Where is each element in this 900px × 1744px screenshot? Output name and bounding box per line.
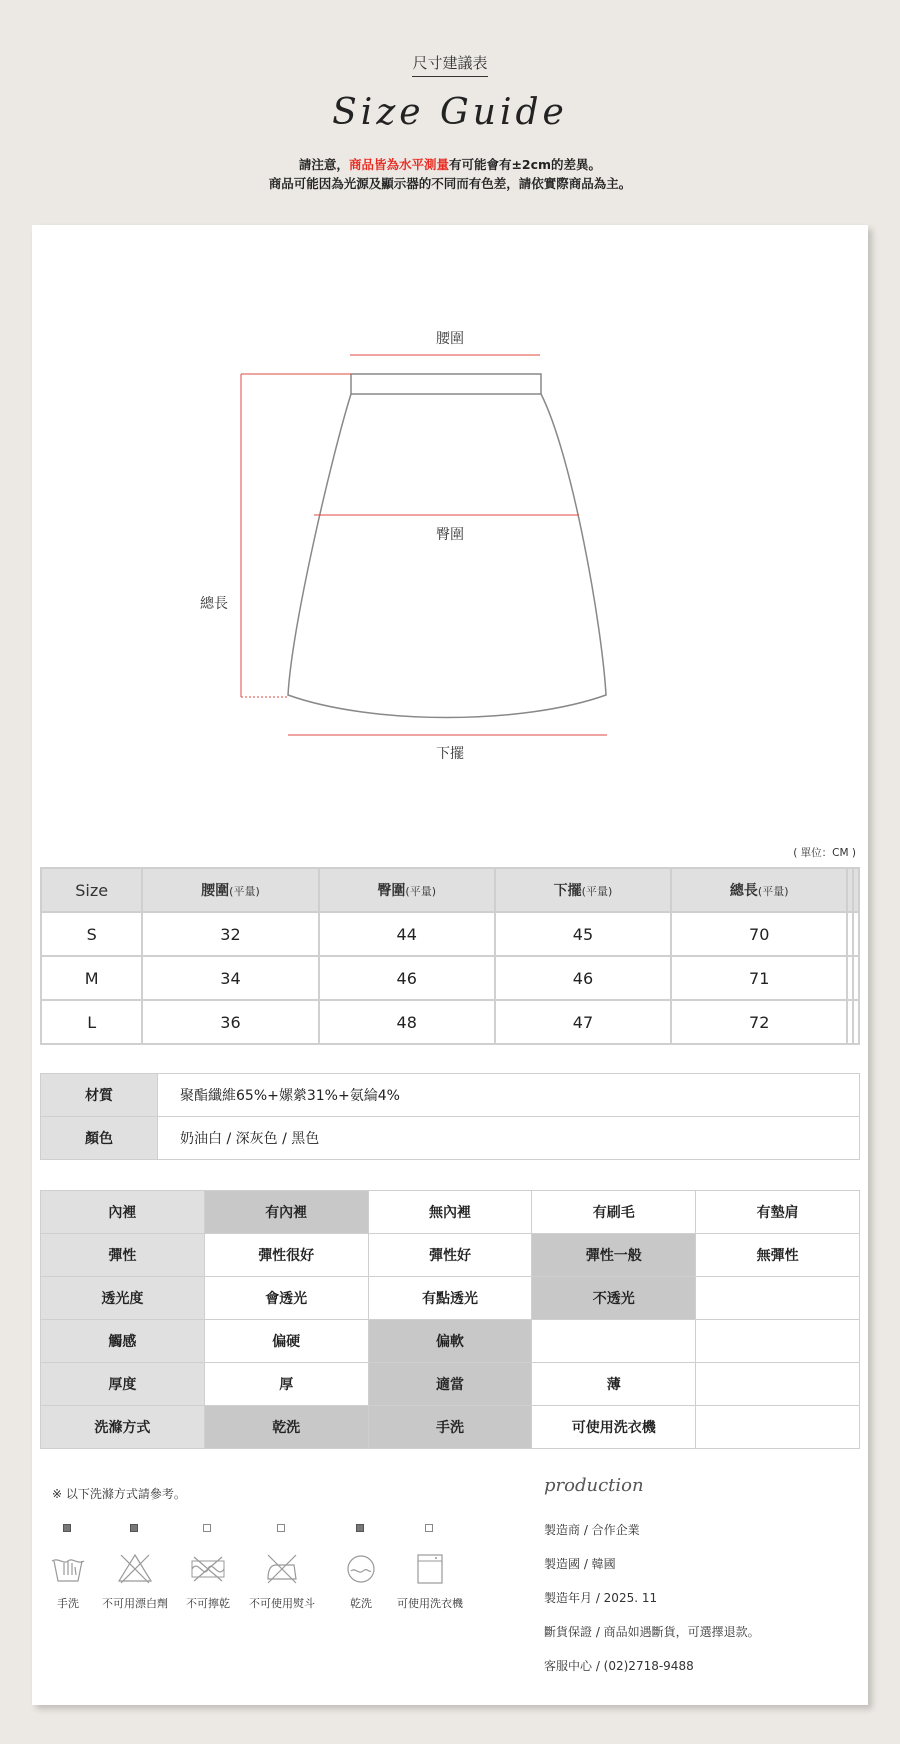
wash-label: 不可使用熨斗 [249,1597,315,1610]
attribute-option: 彈性一般 [532,1234,696,1277]
waistband-outline [351,374,541,394]
unit-note: ( 單位：CM ) [793,847,856,859]
production-guarantee: 斷貨保證 / 商品如遇斷貨，可選擇退款。 [544,1625,760,1639]
production-manufacturer: 製造商 / 合作企業 [544,1523,640,1537]
attribute-option [696,1320,860,1363]
attribute-option: 薄 [532,1363,696,1406]
no-iron-icon [264,1551,300,1591]
wash-label: 手洗 [57,1597,79,1610]
attribute-option: 彈性好 [368,1234,532,1277]
size-cell: 44 [319,912,495,956]
attribute-option: 偏硬 [204,1320,368,1363]
size-cell [853,912,859,956]
wash-checkbox [203,1524,211,1532]
table-row [41,1234,860,1277]
size-cell [853,1000,859,1044]
table-row [41,1000,859,1044]
attribute-table [40,1190,860,1449]
size-cell: 36 [142,1000,318,1044]
size-cell: 72 [671,1000,847,1044]
attribute-option [696,1406,860,1449]
notice-text-post: 有可能會有±2cm的差異。 [448,157,602,172]
table-row [41,956,859,1000]
attribute-option: 厚 [204,1363,368,1406]
size-header-cell: 臀圍(平量) [319,868,495,912]
size-cell: M [41,956,142,1000]
size-cell: 47 [495,1000,671,1044]
material-table [40,1073,860,1160]
color-label: 顏色 [41,1117,158,1160]
wash-label: 不可用漂白劑 [102,1597,168,1610]
production-date: 製造年月 / 2025. 11 [544,1591,658,1605]
table-row [41,912,859,956]
attribute-option: 會透光 [204,1277,368,1320]
wash-label: 乾洗 [350,1597,372,1610]
attribute-label: 彈性 [41,1234,205,1277]
no-bleach-icon [117,1551,153,1591]
attribute-option: 有內裡 [204,1191,368,1234]
size-cell: 34 [142,956,318,1000]
size-cell: 32 [142,912,318,956]
attribute-option: 乾洗 [204,1406,368,1449]
color-value: 奶油白 / 深灰色 / 黑色 [158,1117,860,1160]
attribute-label: 厚度 [41,1363,205,1406]
size-cell: 46 [495,956,671,1000]
washing-machine-icon [412,1551,448,1591]
attribute-option: 無內裡 [368,1191,532,1234]
size-cell: 48 [319,1000,495,1044]
size-header-cell [853,868,859,912]
size-guide-card [32,225,868,1705]
hip-label: 臀圍 [436,527,464,543]
attribute-option [532,1320,696,1363]
attribute-option: 可使用洗衣機 [532,1406,696,1449]
size-cell [853,956,859,1000]
table-row [41,1277,860,1320]
attribute-option: 有點透光 [368,1277,532,1320]
attribute-label: 透光度 [41,1277,205,1320]
wash-checkbox [425,1524,433,1532]
table-row [41,1320,860,1363]
hand-wash-icon [50,1551,86,1591]
size-cell: L [41,1000,142,1044]
attribute-label: 洗滌方式 [41,1406,205,1449]
skirt-body-outline [288,394,606,718]
color-notice: 商品可能因為光源及顯示器的不同而有色差，請依實際商品為主。 [268,176,632,191]
size-table-header [41,868,859,912]
measurement-notice [0,155,900,193]
production-title: production [544,1475,644,1496]
size-cell: 46 [319,956,495,1000]
page-header [0,0,900,220]
attribute-option: 適當 [368,1363,532,1406]
page-title: Size Guide [332,92,568,133]
wash-label: 不可擰乾 [186,1597,230,1610]
wash-note: ※ 以下洗滌方式請參考。 [52,1487,186,1501]
attribute-option: 有刷毛 [532,1191,696,1234]
attribute-option: 偏軟 [368,1320,532,1363]
attribute-option [696,1277,860,1320]
production-service: 客服中心 / (02)2718-9488 [544,1659,694,1673]
skirt-illustration [32,225,868,805]
wash-checkbox [63,1524,71,1532]
attribute-label: 內裡 [41,1191,205,1234]
hem-label: 下擺 [436,746,464,762]
wash-checkbox [356,1524,364,1532]
wash-checkbox [277,1524,285,1532]
table-row [41,1363,860,1406]
production-country: 製造國 / 韓國 [544,1557,616,1571]
material-value: 聚酯纖維65%+嫘縈31%+氨綸4% [158,1074,860,1117]
no-wring-icon [190,1551,226,1591]
size-header-cell: 腰圍(平量) [142,868,318,912]
material-label: 材質 [41,1074,158,1117]
wash-checkbox [130,1524,138,1532]
attribute-option: 手洗 [368,1406,532,1449]
table-row [41,1191,860,1234]
size-header-cell: Size [41,868,142,912]
size-cell: S [41,912,142,956]
table-row [41,1074,860,1117]
dry-clean-icon [343,1551,379,1591]
total-length-label: 總長 [200,596,228,612]
attribute-option: 彈性很好 [204,1234,368,1277]
skirt-diagram [32,225,868,805]
size-cell: 71 [671,956,847,1000]
table-row [41,1406,860,1449]
notice-text-pre: 請注意， [298,157,349,172]
wash-label: 可使用洗衣機 [397,1597,463,1610]
size-header-cell: 總長(平量) [671,868,847,912]
attribute-option: 無彈性 [696,1234,860,1277]
table-row [41,1117,860,1160]
size-header-cell: 下擺(平量) [495,868,671,912]
attribute-option: 不透光 [532,1277,696,1320]
waist-label: 腰圍 [436,331,464,347]
attribute-option [696,1363,860,1406]
size-chart-subtitle: 尺寸建議表 [0,52,900,73]
size-cell: 70 [671,912,847,956]
notice-text-highlight: 商品皆為水平測量 [348,157,449,172]
size-table [40,867,860,1045]
attribute-option: 有墊肩 [696,1191,860,1234]
attribute-label: 觸感 [41,1320,205,1363]
size-cell: 45 [495,912,671,956]
